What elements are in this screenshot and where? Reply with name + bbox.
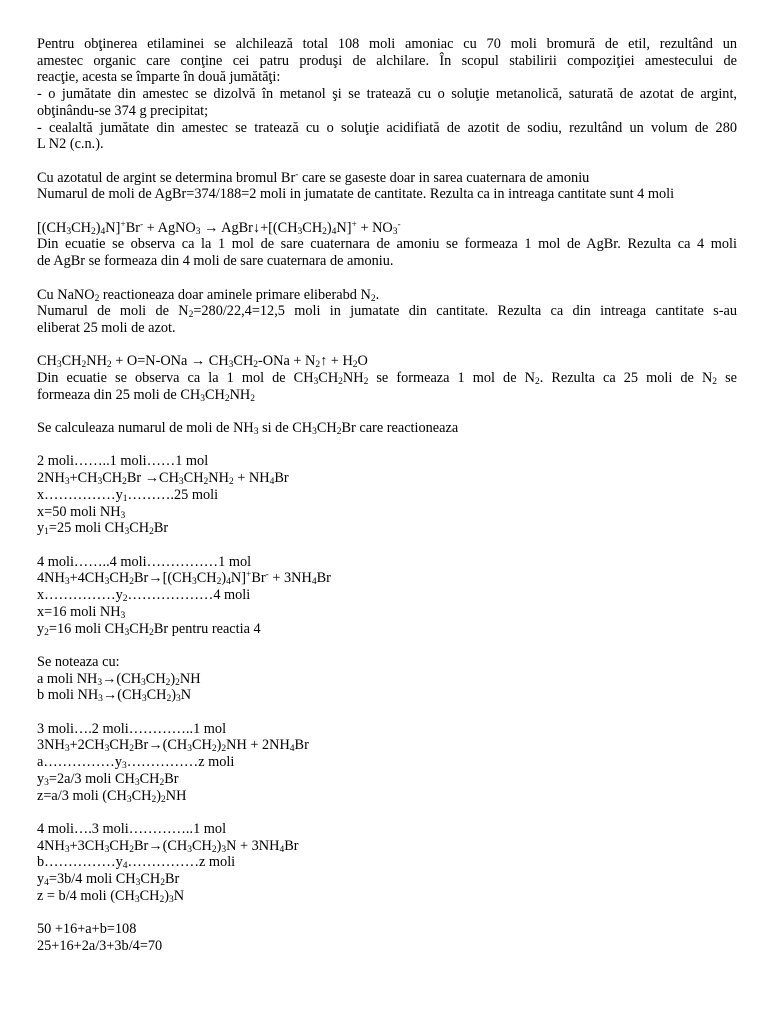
- blank-line: [37, 403, 737, 420]
- text-line: $x\dots\dots\dots\dots\dots y_2\dots\dots\dots\dots\dots\dots 4$ moli: [37, 587, 251, 605]
- text-line: $[(CH_3CH_2)_4N]^+Br^-$ + AgNO$_3$ → $AgBr↓+[(CH_3CH_2)_4N]^+ + NO_3^-$: [37, 219, 401, 237]
- text-line: Pentru obţinerea etilaminei se alchilează total 108 moli amoniac cu 70 moli bromură de etil, rezultând un: [37, 36, 737, 52]
- text-line: 4 moli……..4 moli……………1 mol: [37, 553, 252, 570]
- text-line: z=a/3 moli $(CH_3CH_2)_2NH$: [37, 787, 187, 805]
- text-line: $4NH_3+4CH_3CH_2Br\to[(CH_3CH_2)_4N]^+Br^- + 3NH_4Br$: [37, 570, 331, 588]
- blank-line: [37, 337, 737, 354]
- text-line: Din ecuatie se observa ca la 1 mol de $CH_3CH_2NH_2$ se formeaza 1 mol de $N_2$. Rezulta ca 25 moli de $N_2$ se: [37, 370, 737, 387]
- text-line: Numarul de moli de AgBr=374/188=2 moli in jumatate de cantitate. Rezulta ca in intreaga cantitate sunt 4 moli: [37, 186, 675, 203]
- text-line: 2 moli……..1 moli……1 mol: [37, 453, 209, 470]
- text-line: 3 moli….2 moli…………..1 mol: [37, 720, 227, 737]
- text-line: obţinându-se 374 g precipitat;: [37, 102, 209, 119]
- blank-line: [37, 270, 737, 287]
- text-line: x=16 moli $NH_3$: [37, 603, 126, 621]
- text-line: - o jumătate din amestec se dizolvă în metanol şi se tratează cu o soluţie metanolică, saturată de azotat de argint,: [37, 86, 737, 103]
- document-body: [37, 36, 737, 955]
- text-line: $4NH_3+3CH_3CH_2Br\to(CH_3CH_2)_3N + 3NH_4Br$: [37, 837, 299, 855]
- text-line: $b\dots\dots\dots\dots\dots y_4\dots\dots\dots\dots\dots z$ moli: [37, 854, 236, 872]
- blank-line: [37, 203, 737, 220]
- text-line: $y_2=16$ moli $CH_3CH_2Br$ pentru reactia 4: [37, 620, 261, 638]
- text-line: $3NH_3+2CH_3CH_2Br\to(CH_3CH_2)_2NH + 2NH_4Br$: [37, 737, 309, 755]
- text-line: Se calculeaza numarul de moli de $NH_3$ si de $CH_3CH_2Br$ care reactioneaza: [37, 420, 459, 438]
- text-line: de AgBr se formeaza din 4 moli de sare cuaternara de amoniu.: [37, 253, 394, 270]
- text-line: $CH_3CH_2NH_2 + O=N-ONa \to CH_3CH_2-ONa$ + $N_2↑ + H_2O$: [37, 353, 368, 371]
- text-line: Se noteaza cu:: [37, 653, 120, 670]
- text-line: 50 +16+a+b=108: [37, 921, 137, 938]
- blank-line: [37, 537, 737, 554]
- text-line: a moli $NH_3\to(CH_3CH_2)_2NH$: [37, 670, 201, 688]
- blank-line: [37, 804, 737, 821]
- text-line: L N2 (c.n.).: [37, 136, 104, 153]
- text-line: $x\dots\dots\dots\dots\dots y_1\dots\dots\dots.25$ moli: [37, 486, 219, 504]
- text-line: $2NH_3+CH_3CH_2Br \to CH_3CH_2NH_2 + NH_4Br$: [37, 470, 289, 488]
- blank-line: [37, 904, 737, 921]
- text-line: $y_3=2a/3$ moli $CH_3CH_2Br$: [37, 770, 179, 788]
- text-line: - cealaltă jumătate din amestec se tratează cu o soluţie acidifiată de azotit de sodiu, rezultând un volum de 280: [37, 119, 737, 136]
- text-line: $a\dots\dots\dots\dots\dots y_3\dots\dots\dots\dots\dots z$ moli: [37, 754, 235, 772]
- text-line: z = b/4 moli $(CH_3CH_2)_3N$: [37, 887, 185, 905]
- text-line: amestec organic care conţine cei patru produşi de alchilare. În scopul stabilirii compoziţiei amestecului de: [37, 52, 737, 69]
- text-line: 4 moli….3 moli…………..1 mol: [37, 820, 227, 837]
- text-line: Numarul de moli de $N_2=280/22,4=12,5$ moli in jumatate din cantitate. Rezulta ca din intreaga cantitate s-au: [37, 303, 737, 321]
- text-line: $y_1=25$ moli $CH_3CH_2Br$: [37, 520, 169, 538]
- blank-line: [37, 153, 737, 170]
- text-line: Cu NaNO$_2$ reactioneaza doar aminele primare eliberabd $N_2$.: [37, 286, 380, 304]
- blank-line: [37, 637, 737, 654]
- text-line: eliberat 25 moli de azot.: [37, 319, 176, 336]
- text-line: formeaza din 25 moli de $CH_3CH_2NH_2$: [37, 386, 255, 404]
- blank-line: [37, 437, 737, 454]
- text-line: Din ecuatie se observa ca la 1 mol de sare cuaternara de amoniu se formeaza 1 mol de AgBr. Rezulta ca 4 moli: [37, 236, 737, 253]
- text-line: Cu azotatul de argint se determina bromul Br- care se gaseste doar in sarea cuaternara de amoniu: [37, 169, 590, 186]
- text-line: b moli $NH_3\to(CH_3CH_2)_3N$: [37, 687, 192, 705]
- text-line: 25+16+2a/3+3b/4=70: [37, 937, 163, 954]
- text-line: $y_4=3b/4$ moli $CH_3CH_2Br$: [37, 871, 180, 888]
- text-line: reacţie, acesta se împarte în două jumătăţi:: [37, 69, 281, 86]
- blank-line: [37, 704, 737, 721]
- text-line: x=50 moli $NH_3$: [37, 503, 126, 521]
